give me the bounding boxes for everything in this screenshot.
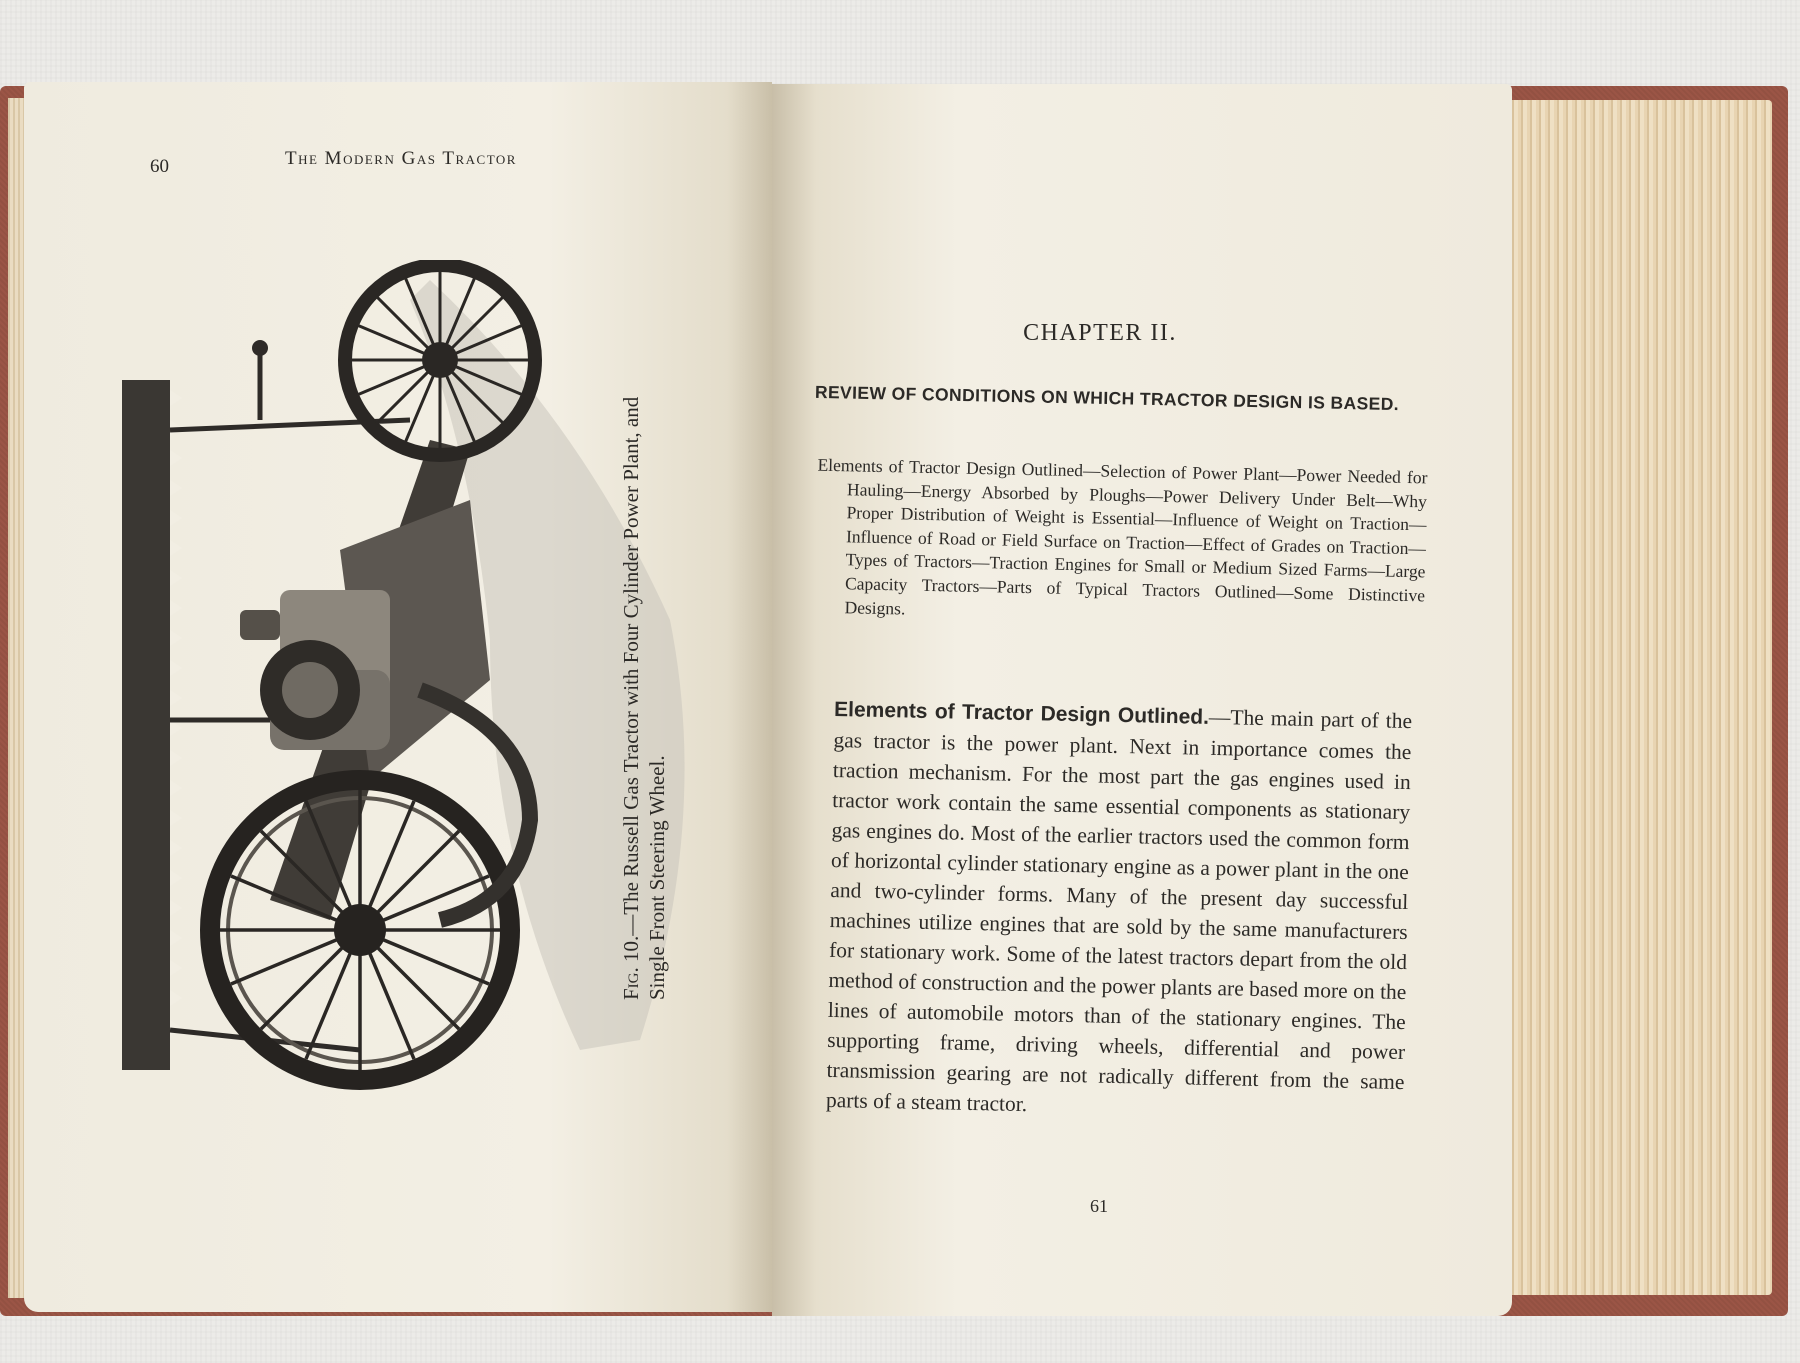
figure-label: Fig. 10. xyxy=(619,935,643,1000)
body-paragraph xyxy=(826,694,1413,1127)
right-page-number: 61 xyxy=(1090,1196,1108,1216)
chapter-heading: CHAPTER II. xyxy=(1023,320,1177,346)
chapter-title: REVIEW OF CONDITIONS ON WHICH TRACTOR DESIGN IS BASED. xyxy=(814,381,1400,415)
section-heading: Elements of Tractor Design Outlined. xyxy=(833,697,1210,729)
chapter-summary: Elements of Tractor Design Outlined—Selection of Power Plant—Power Needed for Hauling—Energy Absorbed by Ploughs—Power Delivery Under Belt—Why Proper Distribution of Weight is Essential—Influence of Weight on Traction—Influence of Road or Field Surface on Traction—Effect of Grades on Traction—Types of Tractors—Traction Engines for Small or Medium Sized Farms—Large Capacity Tractors—Parts of Typical Tractors Outlined—Some Distinctive Designs. xyxy=(817,454,1428,619)
page-edges-right xyxy=(1500,100,1772,1295)
body-text: —The main part of the gas tractor is the power plant. Next in importance comes the traction mechanism. For the most part the gas engines used in tractor work contain the same essential components as stationary gas engines do. Most of the earlier tractors used the common form of horizontal cylinder stationary engine as a power plant in the one and two-cylinder forms. Many of the present day successful machines utilize engines that are sold by the same manufacturers for stationary work. Some of the latest tractors depart from the old method of construction and the power plants are based more on the lines of automobile motors than of the stationary engines. The supporting frame, driving wheels, differential and power transmission gearing are not radically different from the same parts of a steam tractor. xyxy=(825,704,1413,1117)
running-head: The Modern Gas Tractor xyxy=(285,148,517,169)
figure-caption xyxy=(618,380,670,1000)
figure-caption-text: —The Russell Gas Tractor with Four Cylinder Power Plant, and Single Front Steering Wheel. xyxy=(619,396,669,1000)
left-page-number: 60 xyxy=(150,156,169,177)
